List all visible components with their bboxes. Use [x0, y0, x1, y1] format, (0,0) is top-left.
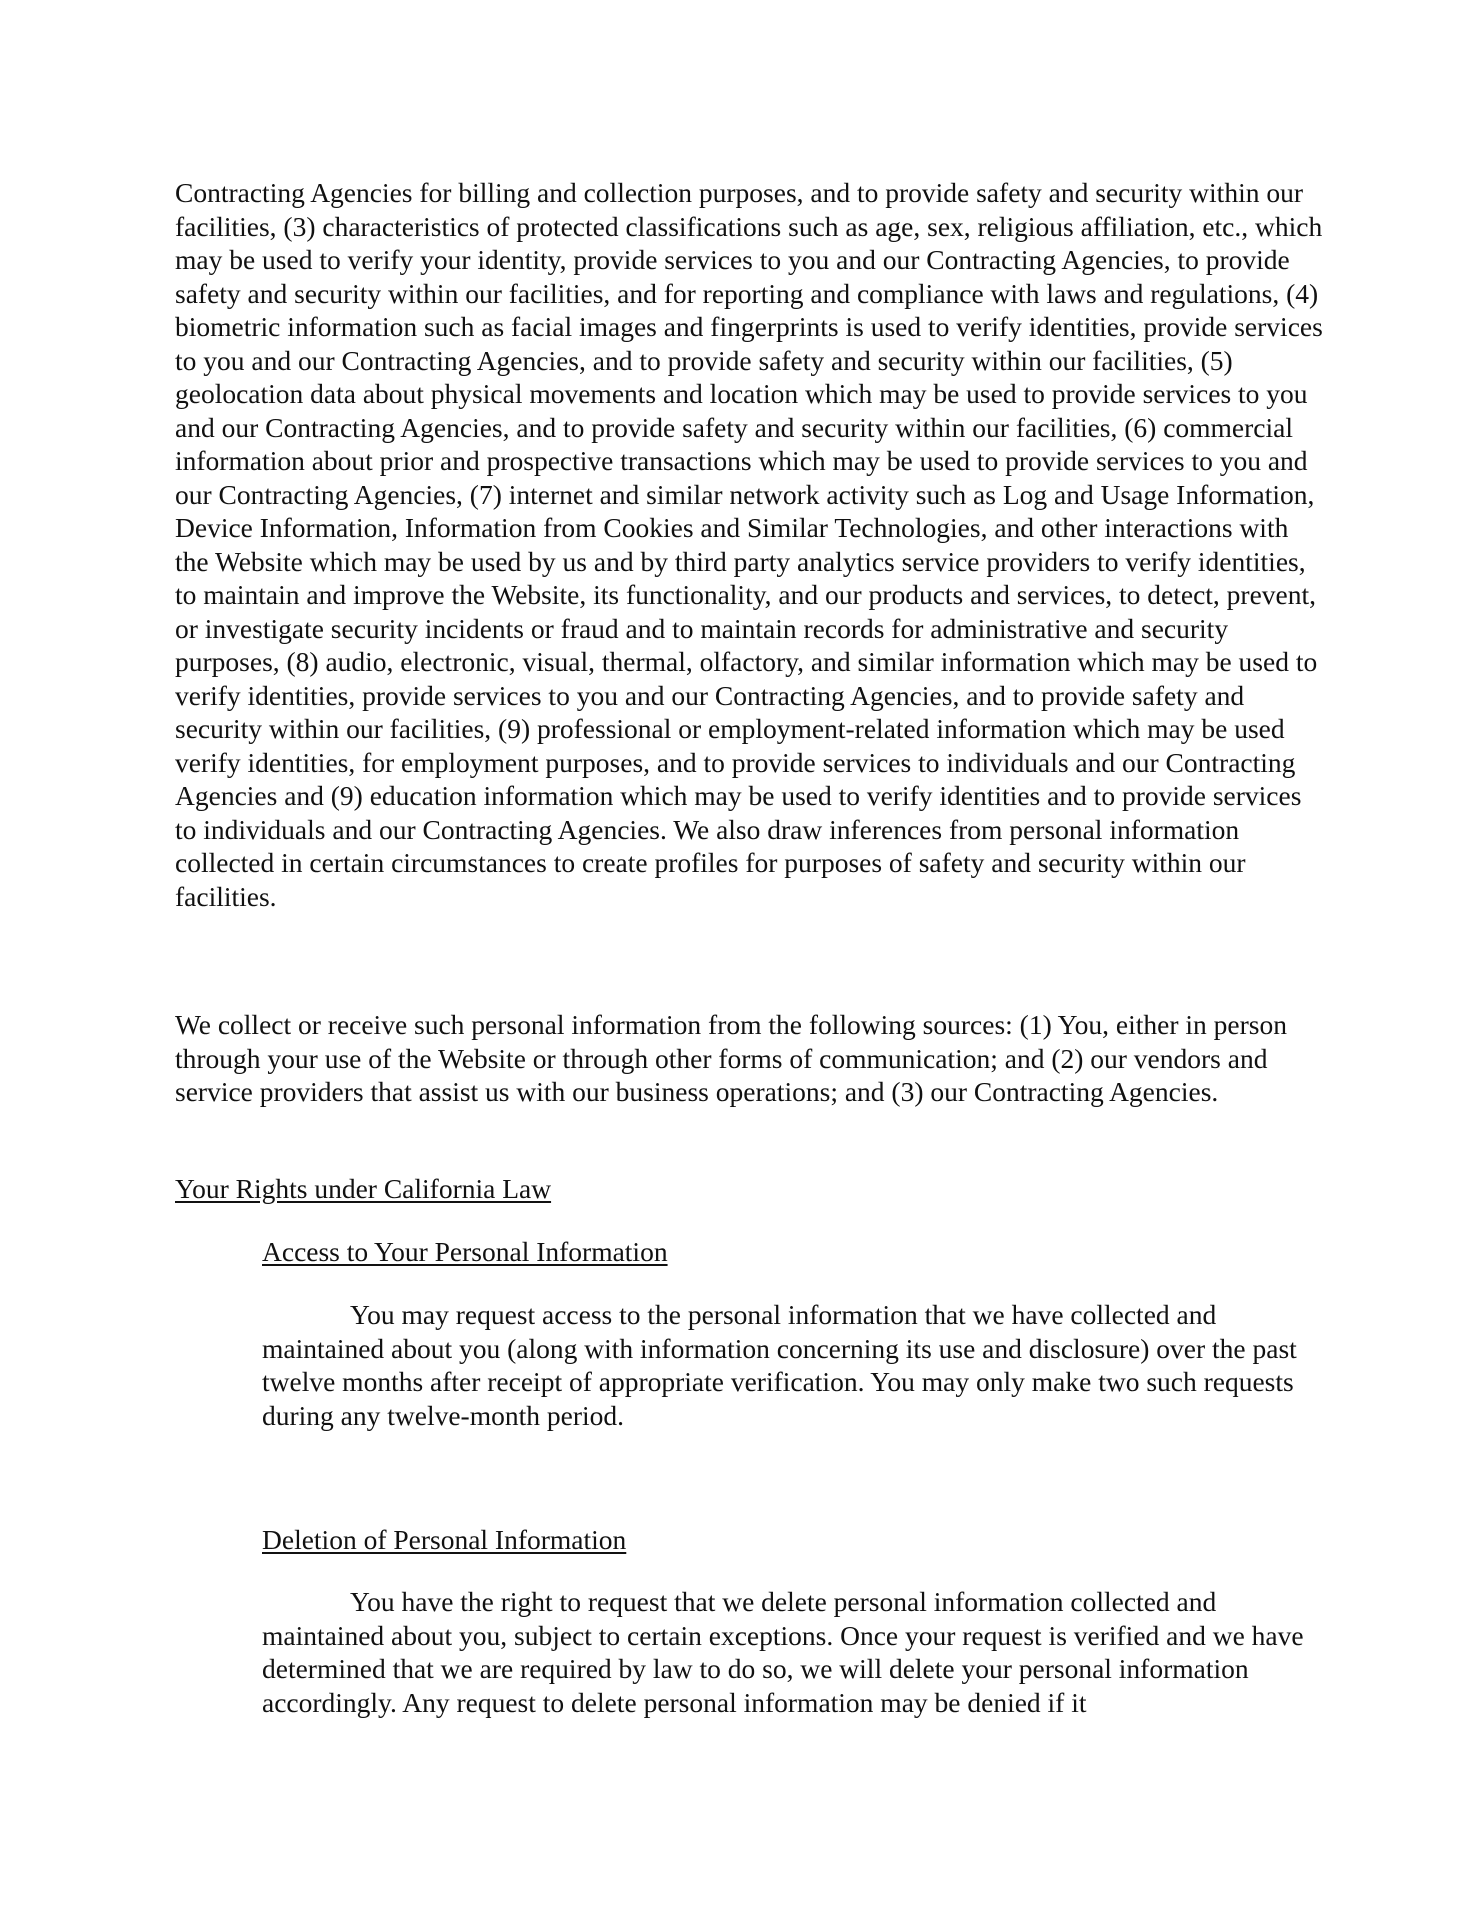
subheading-access: Access to Your Personal Information: [262, 1236, 668, 1267]
body-paragraph-deletion: You have the right to request that we delete personal information collected and maintained about you, subject to certain exceptions. Once your request is verified and we have determined that we are required by law to do so, we will delete your personal information accordingly. Any request to delete personal information may be denied if it: [262, 1586, 1304, 1718]
body-paragraph-sources: We collect or receive such personal information from the following sources: (1) You, either in person through your use of the Website or through other forms of communication; and (2) our vendors and service providers that assist us with our business operations; and (3) our Contracting Agencies.: [175, 1009, 1287, 1107]
body-paragraph-data-categories: Contracting Agencies for billing and collection purposes, and to provide safety and security within our facilities, (3) characteristics of protected classifications such as age, sex, religious affiliation, etc., which may be used to verify your identity, provide services to you and our Contracting Agencies, to provide safety and security within our facilities, and for reporting and compliance with laws and regulations, (4) biometric information such as facial images and fingerprints is used to verify identities, provide services to you and our Contracting Agencies, and to provide safety and security within our facilities, (5) geolocation data about physical movements and location which may be used to provide services to you and our Contracting Agencies, and to provide safety and security within our facilities, (6) commercial information about prior and prospective transactions which may be used to provide services to you and our Contracting Agencies, (7) internet and similar network activity such as Log and Usage Information, Device Information, Information from Cookies and Similar Technologies, and other interactions with the Website which may be used by us and by third party analytics service providers to verify identities, to maintain and improve the Website, its functionality, and our products and services, to detect, prevent, or investigate security incidents or fraud and to maintain records for administrative and security purposes, (8) audio, electronic, visual, thermal, olfactory, and similar information which may be used to verify identities, provide services to you and our Contracting Agencies, and to provide safety and security within our facilities, (9) professional or employment-related information which may be used verify identities, for employment purposes, and to provide services to individuals and our Contracting Agencies and (9) education information which may be used to verify identities and to provide services to individuals and our Contracting Agencies. We also draw inferences from personal information collected in certain circumstances to create profiles for purposes of safety and security within our facilities.: [175, 177, 1323, 912]
subheading-deletion: Deletion of Personal Information: [262, 1524, 627, 1555]
section-heading-california-rights: Your Rights under California Law: [175, 1173, 552, 1204]
body-paragraph-access: You may request access to the personal information that we have collected and maintained about you (along with information concerning its use and disclosure) over the past twelve months after receipt of appropriate verification. You may only make two such requests during any twelve-month period.: [262, 1299, 1297, 1431]
